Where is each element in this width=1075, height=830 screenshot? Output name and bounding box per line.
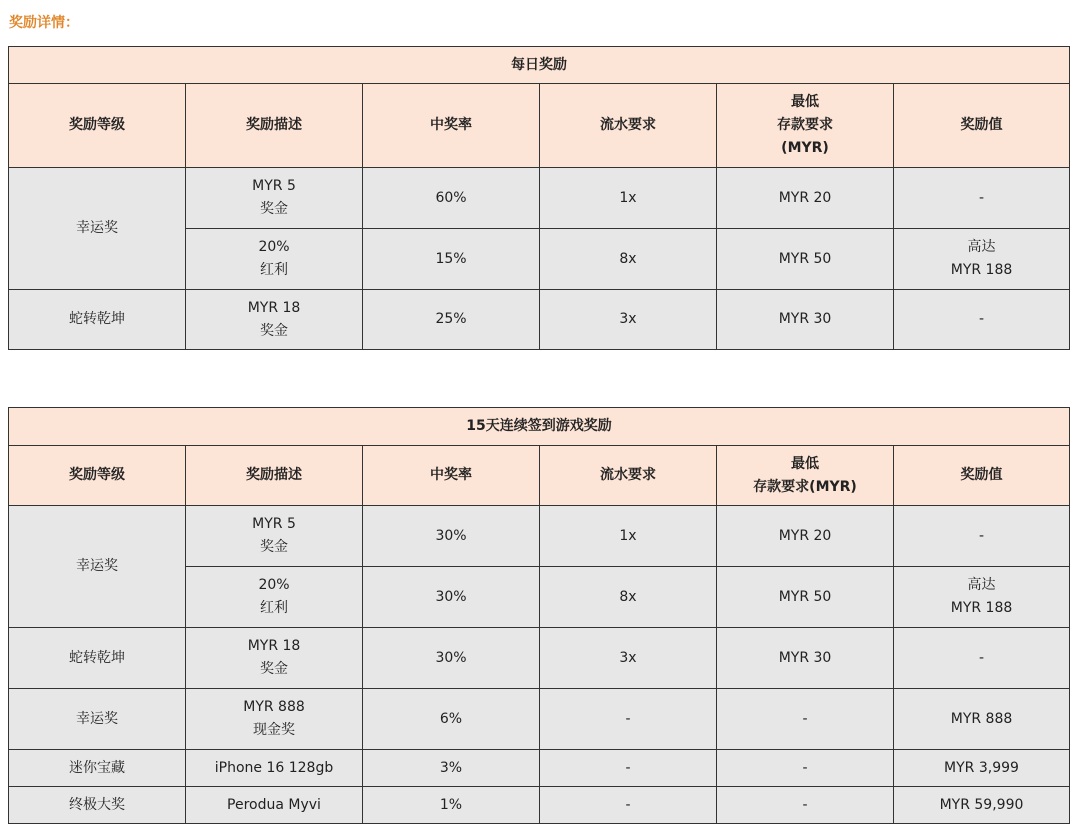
cell-rate: 1% <box>363 787 540 824</box>
header-row <box>9 446 1070 506</box>
cell-deposit: - <box>717 689 894 750</box>
cell-deposit: MYR 30 <box>717 290 894 350</box>
cell-rate: 30% <box>363 506 540 567</box>
cell-turnover: - <box>540 689 717 750</box>
cell-tier: 幸运奖 <box>9 506 186 628</box>
cell-deposit: - <box>717 750 894 787</box>
cell-description: iPhone 16 128gb <box>186 750 363 787</box>
cell-tier: 迷你宝藏 <box>9 750 186 787</box>
col-header-win-rate: 中奖率 <box>363 446 540 506</box>
col-header-reward-value: 奖励值 <box>894 446 1070 506</box>
cell-turnover: 3x <box>540 628 717 689</box>
cell-description: MYR 18 奖金 <box>186 628 363 689</box>
cell-tier: 蛇转乾坤 <box>9 628 186 689</box>
cell-value: - <box>894 628 1070 689</box>
cell-deposit: MYR 20 <box>717 506 894 567</box>
col-header-tier: 奖励等级 <box>9 446 186 506</box>
col-header-turnover: 流水要求 <box>540 84 717 168</box>
cell-description: MYR 18 奖金 <box>186 290 363 350</box>
cell-turnover: 8x <box>540 229 717 290</box>
col-header-turnover: 流水要求 <box>540 446 717 506</box>
cell-turnover: 1x <box>540 168 717 229</box>
table-row <box>9 290 1070 350</box>
cell-rate: 3% <box>363 750 540 787</box>
col-header-description: 奖励描述 <box>186 84 363 168</box>
table-row <box>9 168 1070 229</box>
cell-turnover: 8x <box>540 567 717 628</box>
daily-reward-table <box>8 46 1070 350</box>
cell-description: MYR 5 奖金 <box>186 506 363 567</box>
cell-turnover: 3x <box>540 290 717 350</box>
reward-details-heading: 奖励详情： <box>9 15 79 31</box>
cell-deposit: MYR 50 <box>717 567 894 628</box>
table-row <box>9 506 1070 567</box>
cell-deposit: MYR 30 <box>717 628 894 689</box>
cell-value: - <box>894 290 1070 350</box>
cell-deposit: - <box>717 787 894 824</box>
table-row <box>9 628 1070 689</box>
cell-rate: 25% <box>363 290 540 350</box>
table-title: 15天连续签到游戏奖励 <box>9 408 1070 446</box>
checkin-reward-table <box>8 407 1070 824</box>
cell-tier: 蛇转乾坤 <box>9 290 186 350</box>
cell-value: - <box>894 506 1070 567</box>
cell-tier: 幸运奖 <box>9 168 186 290</box>
col-header-reward-value: 奖励值 <box>894 84 1070 168</box>
cell-turnover: - <box>540 787 717 824</box>
cell-description: 20% 红利 <box>186 229 363 290</box>
table-row <box>9 787 1070 824</box>
table-title: 每日奖励 <box>9 47 1070 84</box>
cell-value: - <box>894 168 1070 229</box>
cell-tier: 终极大奖 <box>9 787 186 824</box>
cell-turnover: - <box>540 750 717 787</box>
cell-value: MYR 3,999 <box>894 750 1070 787</box>
col-header-min-deposit: 最低 存款要求 (MYR) <box>717 84 894 168</box>
cell-rate: 30% <box>363 628 540 689</box>
col-header-description: 奖励描述 <box>186 446 363 506</box>
col-header-win-rate: 中奖率 <box>363 84 540 168</box>
cell-rate: 30% <box>363 567 540 628</box>
cell-value: MYR 59,990 <box>894 787 1070 824</box>
col-header-tier: 奖励等级 <box>9 84 186 168</box>
cell-description: MYR 888 现金奖 <box>186 689 363 750</box>
table-row <box>9 689 1070 750</box>
cell-value: 高达 MYR 188 <box>894 567 1070 628</box>
cell-deposit: MYR 20 <box>717 168 894 229</box>
cell-rate: 60% <box>363 168 540 229</box>
cell-turnover: 1x <box>540 506 717 567</box>
cell-rate: 15% <box>363 229 540 290</box>
cell-description: Perodua Myvi <box>186 787 363 824</box>
cell-tier: 幸运奖 <box>9 689 186 750</box>
header-row <box>9 84 1070 168</box>
cell-value: 高达 MYR 188 <box>894 229 1070 290</box>
table-row <box>9 750 1070 787</box>
col-header-min-deposit: 最低 存款要求(MYR) <box>717 446 894 506</box>
cell-deposit: MYR 50 <box>717 229 894 290</box>
cell-description: MYR 5 奖金 <box>186 168 363 229</box>
cell-value: MYR 888 <box>894 689 1070 750</box>
cell-rate: 6% <box>363 689 540 750</box>
cell-description: 20% 红利 <box>186 567 363 628</box>
